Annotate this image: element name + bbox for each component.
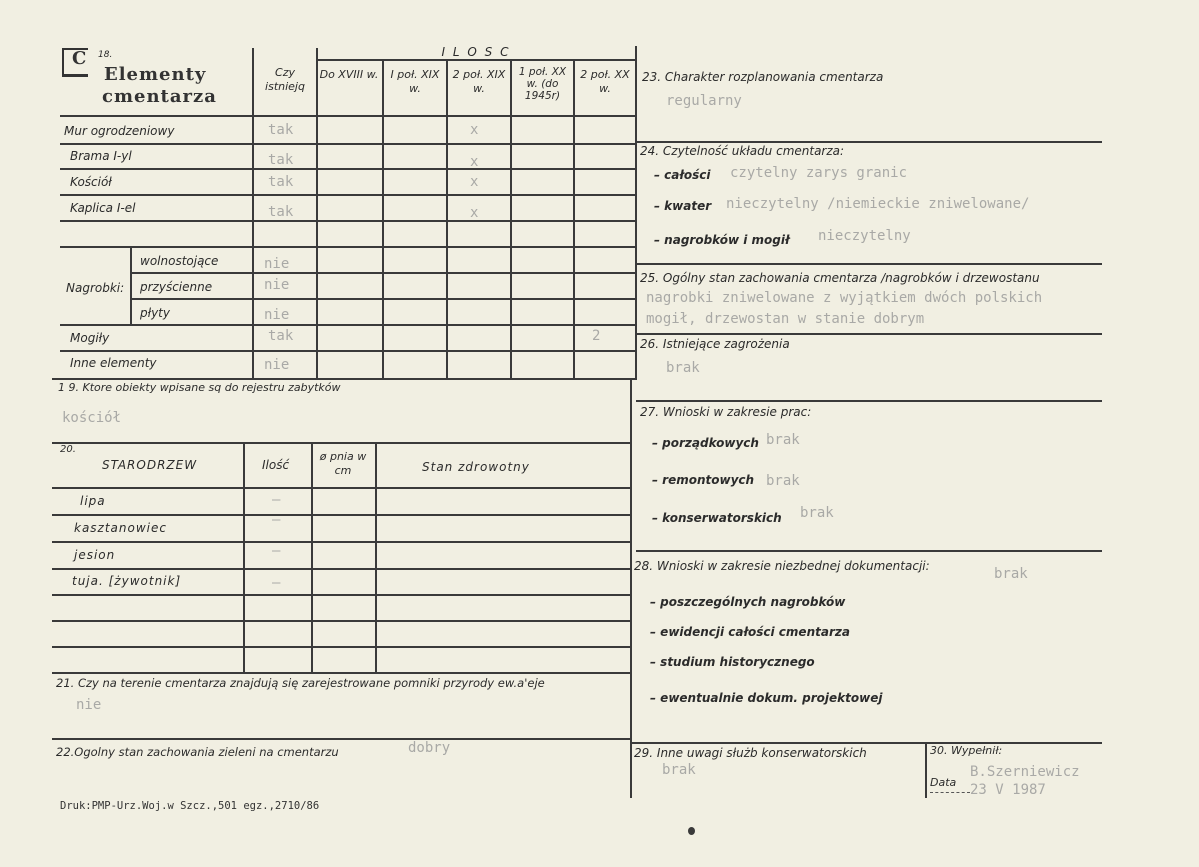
sec20-number: 20. — [60, 444, 76, 455]
table-rule — [60, 246, 636, 248]
exists-value: nie — [264, 357, 290, 373]
table-rule — [52, 487, 632, 489]
sec26-value: brak — [666, 360, 700, 376]
nagrobki-label: Nagrobki: — [66, 281, 125, 295]
date-value: 23 V 1987 — [970, 782, 1046, 798]
table-rule — [52, 378, 636, 380]
right-divider — [925, 742, 927, 798]
exists-value: nie — [264, 256, 290, 272]
ilosc-header: I L O S C — [441, 45, 511, 59]
sec22-value: dobry — [408, 740, 451, 756]
sec23-value: regularny — [666, 93, 742, 109]
period-header: Do XVIII w. — [319, 68, 379, 81]
right-rule — [632, 742, 1102, 744]
date-underline — [930, 792, 970, 793]
exists-value: tak — [268, 174, 294, 190]
table-rule — [60, 220, 636, 222]
table-rule — [52, 738, 630, 740]
sec24-label: 24. Czytelność układu cmentarza: — [640, 144, 845, 158]
section-title-line2: cmentarza — [102, 86, 217, 107]
sec28-item: – ewidencji całości cmentarza — [650, 625, 850, 639]
sec25-value-line1: nagrobki zniwelowane z wyjątkiem dwóch polskich — [646, 290, 1043, 306]
table-rule — [52, 620, 632, 622]
exists-value: nie — [264, 307, 290, 323]
table-divider — [243, 442, 245, 672]
sec27-item-label: – konserwatorskich — [652, 511, 782, 525]
health-col-header: Stan zdrowotny — [422, 460, 530, 474]
period-mark: x — [470, 205, 479, 221]
print-footer: Druk:PMP-Urz.Woj.w Szcz.,501 egz.,2710/86 — [60, 800, 320, 812]
section-number: 18. — [98, 50, 113, 60]
section-title-line1: Elementy — [104, 64, 207, 85]
table-rule — [52, 541, 632, 543]
right-rule — [636, 141, 1102, 143]
sec24-item-label: – całości — [654, 168, 711, 182]
sec19-value: kościół — [62, 410, 122, 426]
tree-name: lipa — [80, 494, 106, 508]
exists-value: tak — [268, 328, 294, 344]
sec19-label: 1 9. Ktore obiekty wpisane sq do rejestru zabytków — [58, 381, 341, 394]
sec25-value-line2: mogił, drzewostan w stanie dobrym — [646, 311, 925, 327]
table-rule — [52, 594, 632, 596]
exists-value: tak — [268, 204, 294, 220]
row-label: Mur ogrodzeniowy — [64, 124, 175, 138]
punch-hole — [688, 827, 695, 835]
period-header: 2 poł. XX w. — [580, 68, 630, 95]
table-divider — [130, 246, 132, 324]
sec24-item-value: czytelny zarys granic — [730, 165, 908, 181]
row-label: Kaplica I-el — [70, 201, 136, 215]
tree-qty: – — [272, 575, 281, 591]
table-divider — [252, 48, 254, 379]
table-rule — [52, 514, 632, 516]
czy-istnieja-header: Czy istniejq — [265, 66, 305, 93]
table-rule — [52, 646, 632, 648]
sec23-label: 23. Charakter rozplanowania cmentarza — [642, 70, 884, 84]
right-rule — [636, 333, 1102, 335]
period-mark: x — [470, 154, 479, 170]
row-label: Mogiły — [70, 331, 110, 345]
period-mark: x — [470, 122, 479, 138]
row-label: Kościół — [70, 175, 112, 189]
sec27-label: 27. Wnioski w zakresie prac: — [640, 405, 812, 419]
right-rule — [636, 400, 1102, 402]
right-rule — [636, 550, 1102, 552]
sec28-item: – ewentualnie dokum. projektowej — [650, 691, 883, 705]
table-rule — [60, 324, 636, 326]
period-header: 2 poł. XIX w. — [452, 68, 506, 95]
table-rule — [52, 442, 632, 444]
sec27-item-label: – remontowych — [652, 473, 755, 487]
table-rule — [60, 194, 636, 196]
table-rule — [60, 168, 636, 170]
sec30-value: B.Szerniewicz — [970, 764, 1080, 780]
sec30-label: 30. Wypełnił: — [930, 744, 1003, 757]
period-header: I poł. XIX w. — [390, 68, 440, 95]
row-label: Brama I-yl — [70, 149, 132, 163]
sec24-item-label: – nagrobków i mogił — [654, 233, 790, 247]
table-rule — [130, 272, 636, 274]
section-badge: C — [72, 48, 88, 69]
tree-qty: – — [272, 543, 281, 559]
row-label: wolnostojące — [140, 254, 219, 268]
sec27-item-value: brak — [766, 473, 800, 489]
table-divider — [375, 442, 377, 672]
date-label: Data — [930, 776, 957, 789]
period-header: 1 poł. XX w. (do 1945r) — [518, 66, 567, 102]
tree-name: kasztanowiec — [74, 521, 167, 535]
table-divider — [316, 48, 318, 379]
sec27-item-value: brak — [800, 505, 834, 521]
sec22-label: 22.Ogolny stan zachowania zieleni na cmentarzu — [56, 745, 339, 759]
sec28-item: – studium historycznego — [650, 655, 815, 669]
sec25-label: 25. Ogólny stan zachowania cmentarza /nagrobków i drzewostanu — [640, 271, 1040, 285]
sec28-value: brak — [994, 566, 1028, 582]
diameter-col-header: ø pnia w cm — [319, 450, 367, 477]
table-rule — [60, 143, 636, 145]
table-rule — [130, 298, 636, 300]
row-label: płyty — [140, 306, 170, 320]
ilosc-col-header: Ilość — [262, 458, 290, 472]
period-mark: x — [470, 174, 479, 190]
table-divider — [635, 46, 637, 380]
tree-qty: – — [272, 512, 281, 528]
table-rule — [60, 350, 636, 352]
starodrzew-header: STARODRZEW — [102, 458, 198, 472]
exists-value: tak — [268, 152, 294, 168]
sec24-item-value: nieczytelny /niemieckie zniwelowane/ — [726, 196, 1030, 212]
table-rule — [52, 672, 632, 674]
sec21-value: nie — [76, 697, 102, 713]
table-rule — [60, 115, 636, 117]
sec28-label: 28. Wnioski w zakresie niezbednej dokumentacji: — [634, 559, 930, 573]
tree-name: jesion — [74, 548, 116, 562]
sec29-label: 29. Inne uwagi służb konserwatorskich — [634, 746, 867, 760]
sec21-label: 21. Czy na terenie cmentarza znajdują się zarejestrowane pomniki przyrody ew.a'eje — [56, 676, 545, 690]
row-label: Inne elementy — [70, 356, 157, 370]
sec27-item-value: brak — [766, 432, 800, 448]
sec27-item-label: – porządkowych — [652, 436, 759, 450]
tree-name: tuja. [żywotnik] — [72, 574, 182, 588]
sec24-item-value: nieczytelny — [818, 228, 911, 244]
table-rule — [316, 59, 636, 61]
sec24-item-label: – kwater — [654, 199, 712, 213]
right-rule — [636, 263, 1102, 265]
sec28-item: – poszczególnych nagrobków — [650, 595, 846, 609]
sec26-label: 26. Istniejące zagrożenia — [640, 337, 790, 351]
sec29-value: brak — [662, 762, 696, 778]
tree-qty: – — [272, 492, 281, 508]
table-rule — [52, 568, 632, 570]
exists-value: tak — [268, 122, 294, 138]
period-mark: 2 — [592, 328, 601, 344]
row-label: przyścienne — [140, 280, 213, 294]
center-divider — [630, 380, 632, 798]
exists-value: nie — [264, 277, 290, 293]
